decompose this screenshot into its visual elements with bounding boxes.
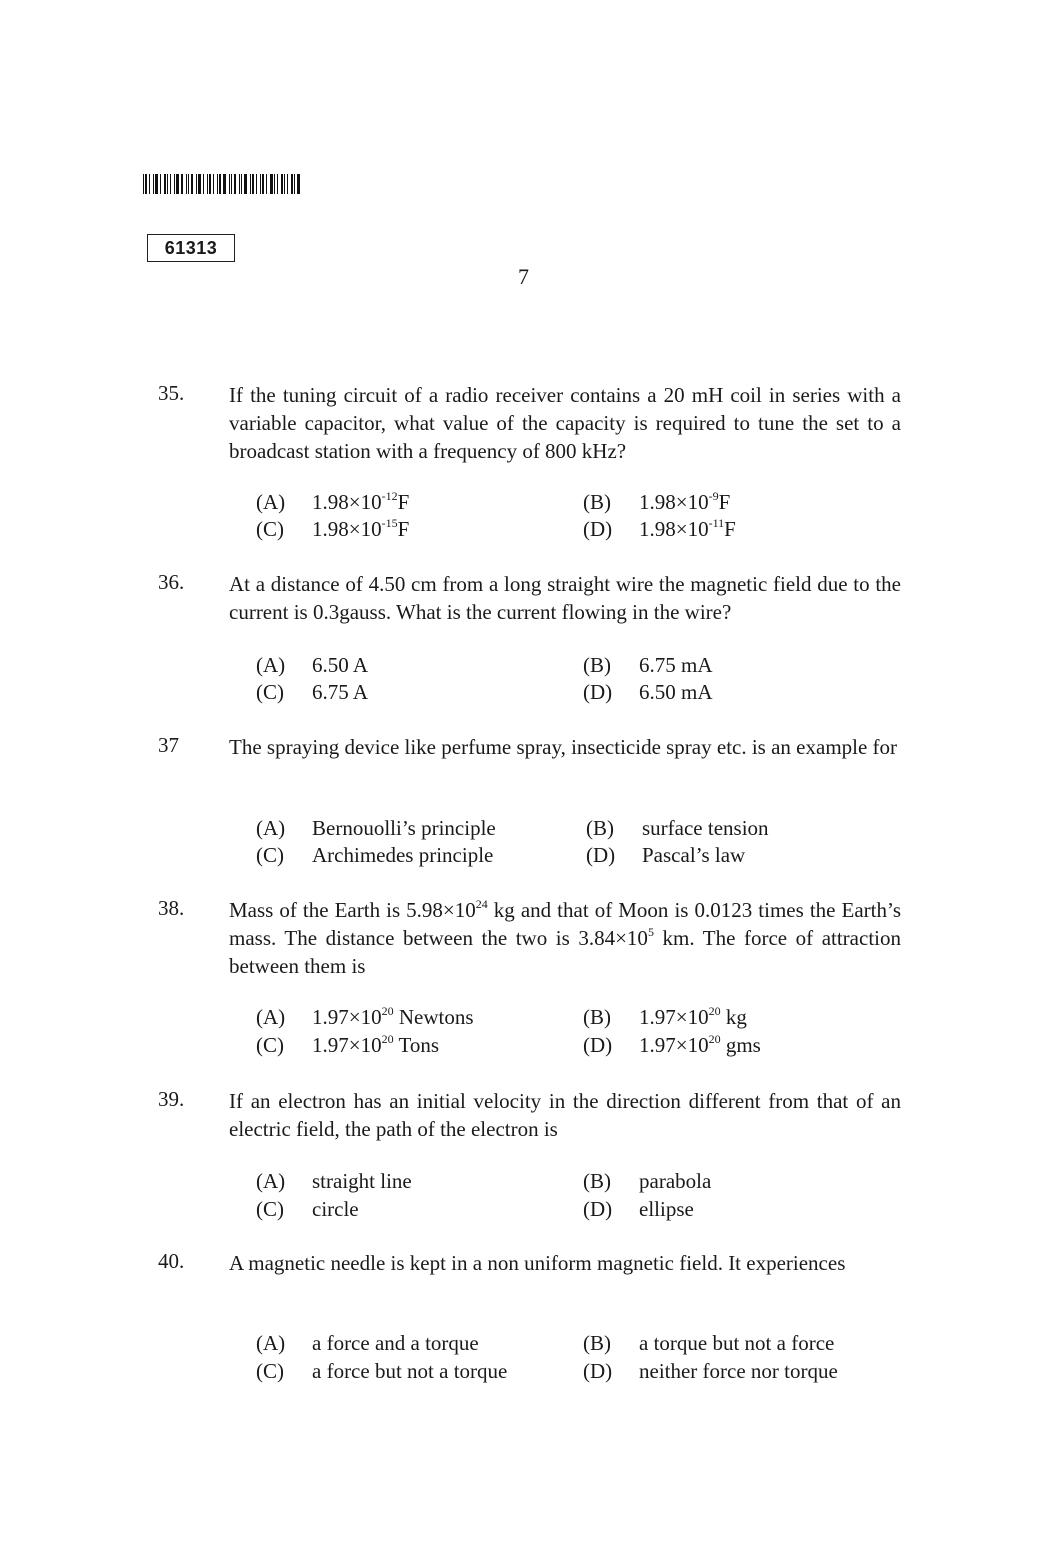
option-c [256,841,493,869]
option-label: (B) [583,1169,611,1193]
question-text-part: Mass of the Earth is 5.98×10 [229,898,476,922]
barcode-bar [291,174,293,194]
option-label: (D) [583,1033,613,1057]
option-label: (C) [256,517,284,541]
option-exponent: 20 [708,1032,721,1046]
barcode-bar [155,174,158,194]
barcode-bar [143,174,144,194]
option-text: neither force nor torque [639,1359,838,1383]
option-unit: F [724,517,736,541]
question-number: 39. [158,1087,185,1111]
option-d [583,678,713,706]
question-number: 40. [158,1249,185,1273]
option-label: (D) [586,843,616,867]
barcode-bar [188,174,189,194]
option-c [256,678,368,706]
barcode-bar [176,174,179,194]
option-b [583,651,713,679]
barcode-bar [287,174,288,194]
barcode-bar [219,174,221,194]
barcode-bar [260,174,261,194]
barcode-bar [266,174,267,194]
option-text: a force and a torque [312,1331,479,1355]
option-label: (B) [583,1005,611,1029]
option-a [256,1167,412,1195]
barcode-bar [213,174,214,194]
barcode-bar [153,174,154,194]
question-number: 38. [158,896,185,920]
question-text: At a distance of 4.50 cm from a long straight wire the magnetic field due to the current is 0.3gauss. What is the current flowing in the wire? [229,572,901,624]
barcode-bar [252,174,254,194]
option-text: ellipse [639,1197,694,1221]
option-a [256,1329,479,1357]
question-text: A magnetic needle is kept in a non uniform magnetic field. It experiences [229,1251,846,1275]
barcode-bar [196,174,197,194]
option-b [583,1003,747,1031]
option-text: straight line [312,1169,412,1193]
barcode-bar [270,174,273,194]
option-label: (A) [256,1005,286,1029]
option-d [583,1195,694,1223]
option-text: circle [312,1197,359,1221]
option-b [583,1167,711,1195]
option-exponent: 20 [381,1004,394,1018]
option-b [583,488,730,516]
barcode-bar [274,174,275,194]
question-exponent: 24 [475,897,488,911]
question-text: If the tuning circuit of a radio receiver contains a 20 mH coil in series with a variable capacitor, what value of the capacity is required to tune the set to a broadcast station with a frequency of 800 kHz? [229,383,901,463]
option-text: 6.50 A [312,653,369,677]
barcode-bar [191,174,193,194]
option-c [256,1031,439,1059]
option-base: 1.98×10 [312,517,382,541]
option-exponent: 20 [708,1004,721,1018]
option-text: Pascal’s law [642,843,746,867]
option-a [256,814,496,842]
option-base: 1.97×10 [639,1005,709,1029]
barcode-bar [284,174,285,194]
barcode-bar [262,174,264,194]
option-base: 1.98×10 [639,517,709,541]
option-b [586,814,769,842]
option-text: Archimedes principle [312,843,494,867]
option-base: 1.97×10 [312,1033,382,1057]
option-unit: kg [720,1005,747,1029]
barcode-bar [223,174,226,194]
barcode-bar [198,174,201,194]
barcode-bar [250,174,251,194]
page-number: 7 [518,264,529,289]
barcode-bar [149,174,150,194]
option-label: (A) [256,816,286,840]
option-text: a force but not a torque [312,1359,508,1383]
option-c [256,1357,507,1385]
option-label: (B) [586,816,614,840]
barcode-bar [170,174,171,194]
option-exponent: -12 [381,489,398,503]
option-text: Bernouolli’s principle [312,816,496,840]
option-label: (A) [256,1169,286,1193]
option-unit: gms [720,1033,761,1057]
barcode-bar [203,174,204,194]
barcode-bar [241,174,242,194]
option-d [583,515,736,543]
barcode-bar [207,174,208,194]
option-d [583,1357,838,1385]
option-label: (B) [583,1331,611,1355]
option-unit: F [718,490,731,514]
option-exponent: 20 [381,1032,394,1046]
barcode-bar [239,174,240,194]
question-number: 37 [158,733,179,757]
option-text: 6.75 A [312,680,369,704]
barcode-bar [256,174,257,194]
option-exponent: -9 [708,489,719,503]
option-label: (C) [256,1197,284,1221]
question-number: 35. [158,381,185,405]
option-base: 1.98×10 [639,490,709,514]
option-text: a torque but not a force [639,1331,835,1355]
option-base: 1.98×10 [312,490,382,514]
question-text: If an electron has an initial velocity in the direction different from that of an electric field, the path of the electron is [229,1089,901,1141]
option-unit: F [397,490,410,514]
barcode-bar [209,174,211,194]
option-label: (D) [583,680,613,704]
barcode-bar [167,174,168,194]
barcode-bar [174,174,175,194]
option-d [583,1031,761,1059]
barcode-bar [145,174,147,194]
barcode-bar [217,174,218,194]
paper-code-box [147,234,235,262]
question-text: The spraying device like perfume spray, insecticide spray etc. is an example for [229,735,898,759]
paper-code: 61313 [164,237,218,258]
option-text: 6.75 mA [639,653,713,677]
barcode-bar [234,174,236,194]
option-d [586,841,745,869]
option-unit: Newtons [393,1005,474,1029]
option-a [256,651,368,679]
option-c [256,1195,359,1223]
option-label: (B) [583,490,611,514]
option-label: (C) [256,680,284,704]
option-label: (D) [583,1197,613,1221]
barcode-bar [244,174,247,194]
option-label: (B) [583,653,611,677]
barcode-bar [164,174,166,194]
barcode-bar [160,174,161,194]
barcode-bar [181,174,183,194]
barcode-bar [281,174,283,194]
question-text-part: km. The force of attraction between them is [229,926,901,978]
barcode-bar [294,174,295,194]
option-label: (A) [256,653,286,677]
option-label: (A) [256,1331,286,1355]
option-text: surface tension [642,816,769,840]
barcode-bar [297,174,300,194]
option-base: 1.97×10 [639,1033,709,1057]
question-number: 36. [158,570,185,594]
question-text [229,896,901,980]
option-label: (C) [256,843,284,867]
barcode [143,174,303,194]
option-label: (A) [256,490,286,514]
option-text: 6.50 mA [639,680,713,704]
option-a [256,1003,474,1031]
option-exponent: -15 [381,516,398,530]
option-label: (D) [583,517,613,541]
option-label: (C) [256,1033,284,1057]
option-unit: F [397,517,410,541]
option-b [583,1329,834,1357]
barcode-bar [186,174,187,194]
barcode-bar [231,174,232,194]
option-unit: Tons [393,1033,439,1057]
option-exponent: -11 [708,516,725,530]
question-text-part: kg and that of Moon is 0.0123 times the Earth’s mass. The distance between the two is 3.84×10 [229,898,901,950]
option-a [256,488,409,516]
barcode-bar [229,174,230,194]
option-base: 1.97×10 [312,1005,382,1029]
option-label: (D) [583,1359,613,1383]
barcode-bar [277,174,278,194]
option-text: parabola [639,1169,712,1193]
option-label: (C) [256,1359,284,1383]
question-exponent: 5 [647,925,654,939]
option-c [256,515,409,543]
